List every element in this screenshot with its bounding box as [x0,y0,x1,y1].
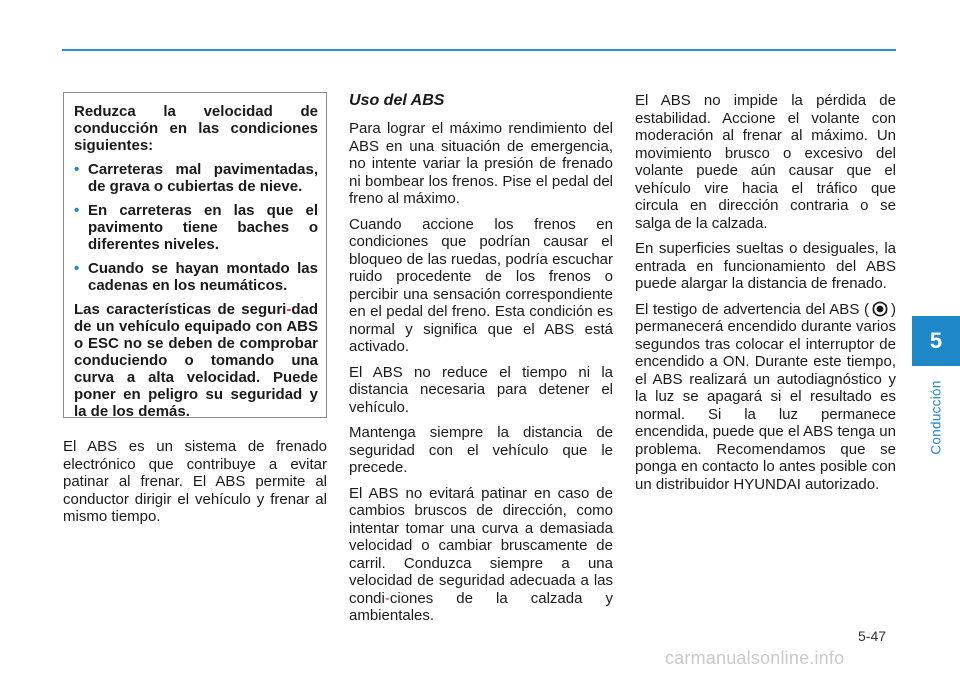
page-number: 5-47 [858,628,887,644]
top-rule [62,49,896,51]
chapter-tab [912,316,960,366]
paragraph: En superficies sueltas o desiguales, la entrada en funcionamiento del ABS puede alargar la distancia de frenado. [635,240,896,292]
bullet-icon: • [74,260,80,277]
chapter-title [912,372,960,462]
bullet-icon: • [74,161,80,178]
abs-description: El ABS es un sistema de frenado electrónico que contribuye a evitar patinar al frenar. El ABS permite al conductor dirigir el vehículo y frenar al mismo tiempo. [63,438,327,525]
warning-intro: Reduzca la velocidad de conducción en las condiciones siguientes: [74,103,318,154]
chapter-title-text: Conducción [928,379,944,455]
paragraph: El ABS no reduce el tiempo ni la distancia necesaria para detener el vehículo. [349,363,613,416]
warning-list [74,161,318,294]
paragraph: Cuando accione los frenos en condiciones que podrían causar el bloqueo de las ruedas, podría escuchar ruido procedente de los frenos o percibir una sensación correspondiente en el pedal del freno. Esta condición es normal y significa que el ABS está activado. [349,215,613,355]
chapter-number: 5 [929,328,943,353]
column-3 [635,92,896,501]
paragraph: Mantenga siempre la distancia de seguridad con el vehículo que le precede. [349,424,613,476]
column-1 [63,92,327,534]
paragraph: El ABS no evitará patinar en caso de cambios bruscos de dirección, como intentar tomar una curva a demasiada velocidad o cambiar bruscamente de carril. Conduzca siempre a una velocidad de seguridad adecuada a las condi-ciones de la calzada y ambientales. [349,484,613,624]
paragraph: El ABS no impide la pérdida de estabilidad. Accione el volante con moderación al frenar al máximo. Un movimiento brusco o excesivo del volante puede aún causar que el vehículo vire hacia el tráfico que circula en dirección contraria o se salga de la calzada. [635,92,896,232]
warning-closing: Las características de seguri-dad de un vehículo equipado con ABS o ESC no se deben de comprobar conduciendo o tomando una curva a alta velocidad. Puede poner en peligro su seguridad y la de los demás. [74,301,318,420]
column-2 [349,92,613,633]
bullet-icon: • [74,202,80,219]
watermark: carmanualsonline.info [665,648,845,668]
warning-box [63,92,327,418]
abs-warning-icon [872,301,888,317]
list-item: • Carreteras mal pavimentadas, de grava o cubiertas de nieve. [74,161,318,195]
list-item: • Cuando se hayan montado las cadenas en los neumáticos. [74,260,318,294]
section-title: Uso del ABS [349,92,445,109]
paragraph: Para lograr el máximo rendimiento del ABS en una situación de emergencia, no intente variar la presión de frenado ni bombear los frenos. Pise el pedal del freno al máximo. [349,120,613,207]
list-item: • En carreteras en las que el pavimento tiene baches o diferentes niveles. [74,202,318,253]
paragraph: El testigo de advertencia del ABS ( ) permanecerá encendido durante varios segundos tras colocar el interruptor de encendido a ON. Durante este tiempo, el ABS realizará un autodiagnóstico y la luz se apagará si el resultado es normal. Si la luz permanece encendida, puede que el ABS tenga un problema. Recomendamos que se ponga en contacto lo antes posible con un distribuidor HYUNDAI autorizado. [635,300,896,493]
